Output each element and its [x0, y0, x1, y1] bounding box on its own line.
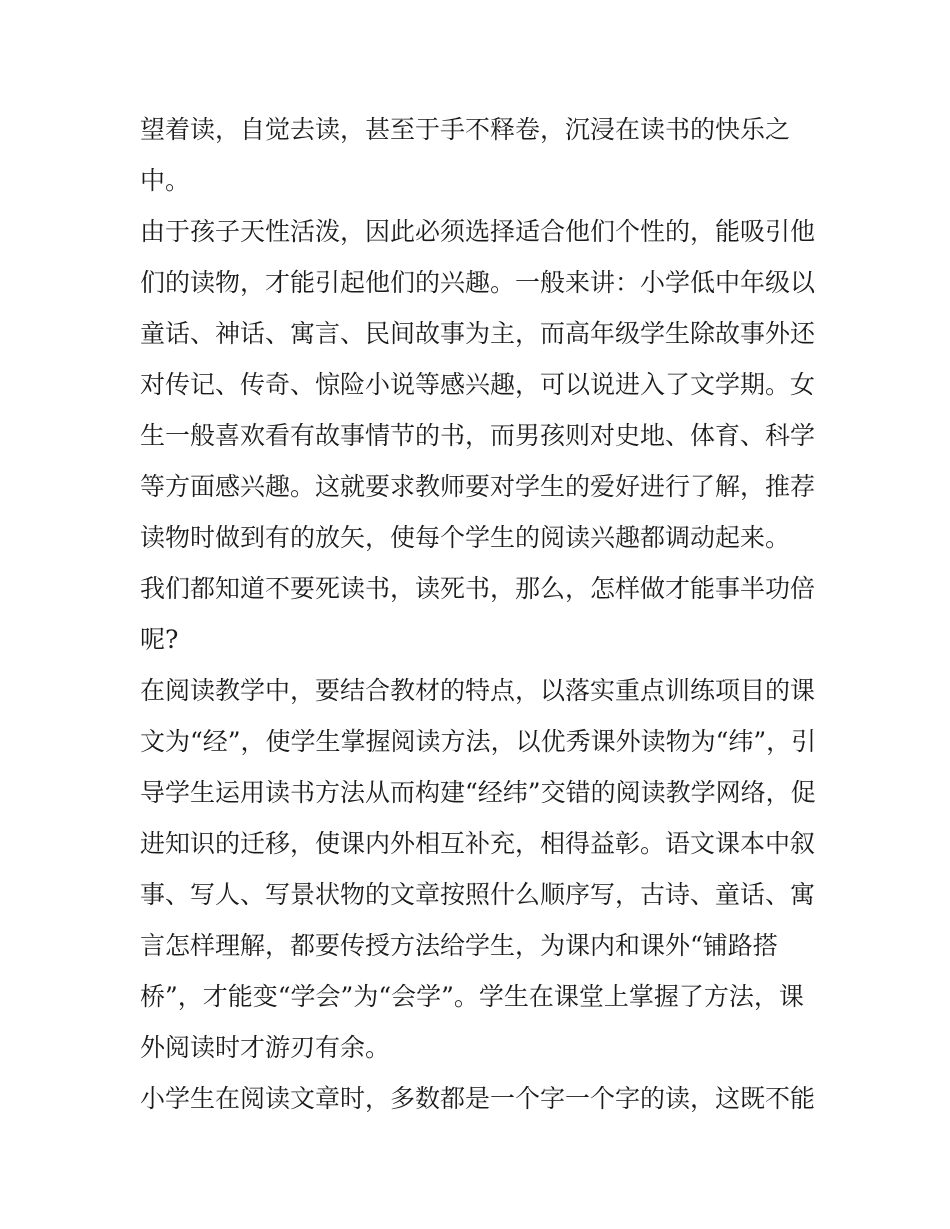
text-line: 望着读，自觉去读，甚至于手不释卷，沉浸在读书的快乐之 — [140, 115, 791, 144]
text-line: 小学生在阅读文章时，多数都是一个字一个字的读，这既不能 — [140, 1084, 816, 1113]
text-line: 读物时做到有的放矢，使每个学生的阅读兴趣都调动起来。 — [140, 523, 791, 552]
text-line: 导学生运用读书方法从而构建“经纬”交错的阅读教学网络，促 — [140, 778, 816, 807]
text-line: 等方面感兴趣。这就要求教师要对学生的爱好进行了解，推荐 — [140, 472, 816, 501]
text-line: 呢? — [140, 625, 179, 654]
text-line: 由于孩子天性活泼，因此必须选择适合他们个性的，能吸引他 — [140, 217, 816, 246]
text-line: 进知识的迁移，使课内外相互补充，相得益彰。语文课本中叙 — [140, 829, 816, 858]
text-line: 中。 — [140, 166, 191, 195]
text-line: 我们都知道不要死读书，读死书，那么，怎样做才能事半功倍 — [140, 574, 816, 603]
text-line: 生一般喜欢看有故事情节的书，而男孩则对史地、体育、科学 — [140, 421, 816, 450]
text-line: 事、写人、写景状物的文章按照什么顺序写，古诗、童话、寓 — [140, 880, 816, 909]
text-line: 们的读物，才能引起他们的兴趣。一般来讲：小学低中年级以 — [140, 268, 816, 297]
text-line: 桥”，才能变“学会”为“会学”。学生在课堂上掌握了方法，课 — [140, 982, 804, 1011]
text-line: 言怎样理解，都要传授方法给学生，为课内和课外“铺路搭 — [140, 931, 778, 960]
document-text-body — [140, 104, 820, 1124]
text-line: 文为“经”，使学生掌握阅读方法，以优秀课外读物为“纬”，引 — [140, 727, 817, 756]
text-line: 对传记、传奇、惊险小说等感兴趣，可以说进入了文学期。女 — [140, 370, 816, 399]
text-line: 童话、神话、寓言、民间故事为主，而高年级学生除故事外还 — [140, 319, 816, 348]
text-line: 在阅读教学中，要结合教材的特点，以落实重点训练项目的课 — [140, 676, 816, 705]
text-line: 外阅读时才游刃有余。 — [140, 1033, 391, 1062]
